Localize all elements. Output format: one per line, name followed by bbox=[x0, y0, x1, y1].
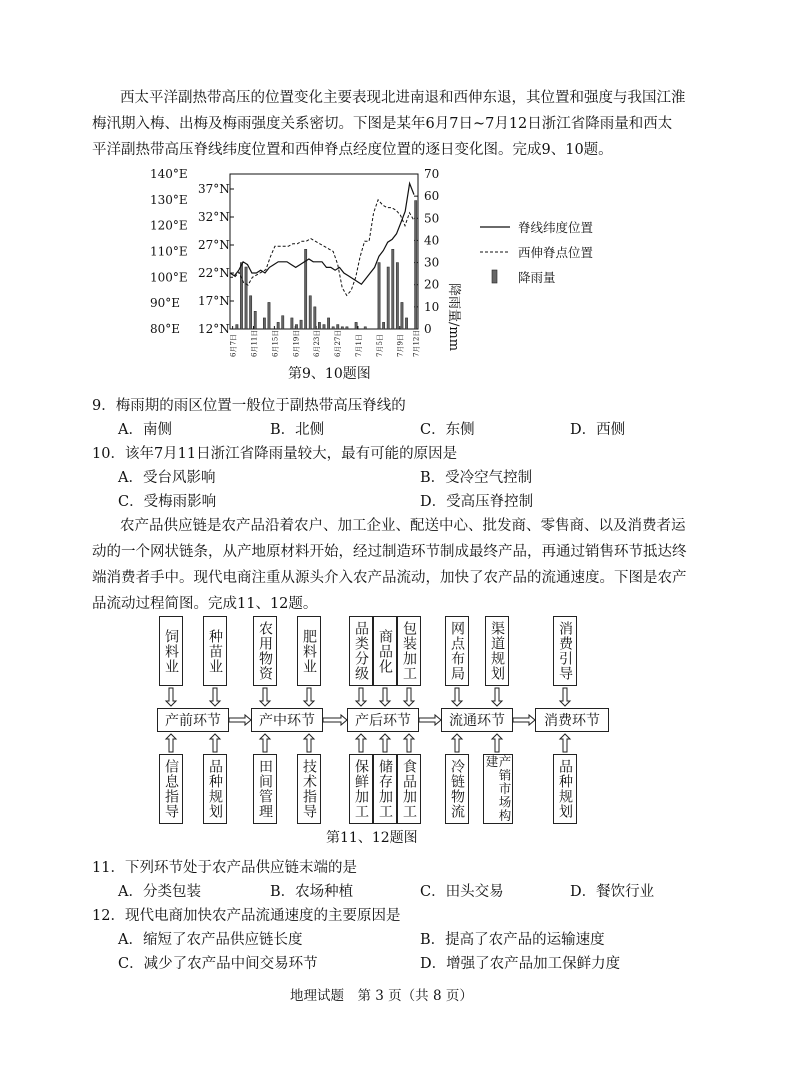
bottom-box-variety-plan-1: 品种规划 bbox=[203, 754, 227, 824]
rain-bar bbox=[346, 327, 348, 329]
down-arrow bbox=[260, 688, 270, 706]
down-arrow bbox=[404, 688, 414, 706]
x-tick-label: 6月23日 bbox=[313, 329, 322, 357]
top-box-packaging: 包装加工 bbox=[397, 616, 421, 686]
rain-bar bbox=[291, 318, 293, 329]
rain-bar bbox=[355, 322, 357, 329]
lat-tick-label: 17°N bbox=[198, 294, 230, 308]
up-arrow bbox=[166, 734, 176, 752]
rain-bar bbox=[332, 327, 334, 329]
lat-tick-label: 37°N bbox=[198, 182, 230, 196]
bottom-box-info-guide: 信息指导 bbox=[159, 754, 183, 824]
rain-tick-label: 50 bbox=[424, 211, 440, 226]
x-tick-label: 6月19日 bbox=[292, 329, 301, 357]
rain-bar bbox=[327, 318, 329, 329]
top-box-seedling: 种苗业 bbox=[203, 616, 227, 686]
bottom-box-storage: 储存加工 bbox=[373, 754, 397, 824]
rain-bar bbox=[378, 263, 380, 329]
up-arrow bbox=[304, 734, 314, 752]
rain-bar bbox=[382, 322, 384, 329]
legend-label: 降雨量 bbox=[518, 270, 556, 285]
rain-bar bbox=[295, 325, 297, 329]
bottom-box-variety-plan-2: 品种规划 bbox=[553, 754, 577, 824]
rain-bar bbox=[249, 296, 251, 329]
q11-stem: 11．下列环节处于农产品供应链末端的是 bbox=[92, 860, 357, 876]
rain-bar bbox=[318, 322, 320, 329]
q12-option-b[interactable]: B．提高了农产品的运输速度 bbox=[420, 932, 605, 948]
stage-consumption: 消费环节 bbox=[535, 708, 609, 732]
q9-option-d[interactable]: D．西侧 bbox=[570, 422, 626, 438]
lon-tick-label: 120°E bbox=[150, 218, 188, 233]
rain-tick-label: 10 bbox=[424, 299, 440, 314]
rain-tick-label: 20 bbox=[424, 277, 440, 292]
ridge-lat-line bbox=[230, 183, 414, 284]
lon-tick-label: 80°E bbox=[150, 322, 181, 336]
intro2-line-1: 农产品供应链是农产品沿着农户、加工企业、配送中心、批发商、零售商、以及消费者运 bbox=[120, 518, 686, 534]
up-arrow bbox=[260, 734, 270, 752]
rain-bar bbox=[341, 327, 343, 329]
top-box-outlets: 网点布局 bbox=[445, 616, 469, 686]
q12-option-c[interactable]: C．减少了农产品中间交易环节 bbox=[118, 956, 318, 972]
lat-tick-label: 22°N bbox=[198, 266, 230, 280]
lat-tick-label: 32°N bbox=[198, 210, 230, 224]
q10-option-b[interactable]: B．受冷空气控制 bbox=[420, 470, 533, 486]
stage-circulation: 流通环节 bbox=[441, 708, 513, 732]
q12-stem: 12．现代电商加快农产品流通速度的主要原因是 bbox=[92, 908, 401, 924]
rain-bar bbox=[387, 267, 389, 329]
top-box-agri-supplies: 农用物资 bbox=[253, 616, 277, 686]
rain-bar bbox=[309, 296, 311, 329]
top-box-grading: 品类分级 bbox=[349, 616, 373, 686]
rain-tick-label: 70 bbox=[424, 167, 440, 181]
q11-option-b[interactable]: B．农场种植 bbox=[270, 884, 354, 900]
up-arrow bbox=[210, 734, 220, 752]
stage-pre-production: 产前环节 bbox=[157, 708, 229, 732]
down-arrow bbox=[452, 688, 462, 706]
up-arrow bbox=[560, 734, 570, 752]
stage-post-production: 产后环节 bbox=[347, 708, 419, 732]
top-box-consumer-guide: 消费引导 bbox=[553, 616, 577, 686]
top-box-fertilizer: 肥料业 bbox=[297, 616, 321, 686]
q11-option-a[interactable]: A．分类包装 bbox=[118, 884, 201, 900]
x-tick-label: 6月15日 bbox=[271, 329, 280, 357]
intro1-line-3: 平洋副热带高压脊线纬度位置和西伸脊点经度位置的逐日变化图。完成9、10题。 bbox=[92, 142, 613, 158]
bottom-box-fresh-keeping: 保鲜加工 bbox=[349, 754, 373, 824]
q9-option-a[interactable]: A．南侧 bbox=[118, 422, 172, 438]
rain-bar bbox=[240, 263, 242, 329]
rain-bar bbox=[392, 249, 394, 329]
q10-stem: 10．该年7月11日浙江省降雨量较大，最有可能的原因是 bbox=[92, 446, 458, 462]
down-arrow bbox=[356, 688, 366, 706]
x-tick-label: 6月27日 bbox=[334, 329, 343, 357]
x-tick-label: 7月12日 bbox=[412, 329, 421, 357]
q11-option-d[interactable]: D．餐饮行业 bbox=[570, 884, 655, 900]
up-arrow bbox=[404, 734, 414, 752]
intro2-line-4: 品流动过程简图。完成11、12题。 bbox=[92, 596, 318, 612]
rain-bar bbox=[263, 318, 265, 329]
rain-bar bbox=[415, 201, 417, 329]
q12-option-a[interactable]: A．缩短了农产品供应链长度 bbox=[118, 932, 303, 948]
up-arrow bbox=[356, 734, 366, 752]
right-arrow bbox=[419, 715, 441, 725]
supply-chain-diagram bbox=[150, 610, 650, 830]
x-tick-label: 7月5日 bbox=[375, 334, 384, 357]
rain-tick-label: 30 bbox=[424, 255, 440, 270]
down-arrow bbox=[380, 688, 390, 706]
up-arrow bbox=[492, 734, 502, 752]
up-arrow bbox=[452, 734, 462, 752]
intro1-line-1: 西太平洋副热带高压的位置变化主要表现北进南退和西伸东退，其位置和强度与我国江淮 bbox=[120, 90, 686, 106]
top-box-channel: 渠道规划 bbox=[485, 616, 509, 686]
x-tick-label: 7月1日 bbox=[354, 334, 363, 357]
right-arrow bbox=[323, 715, 347, 725]
intro2-line-3: 端消费者手中。现代电商注重从源头介入农产品流动，加快了农产品的流通速度。下图是农产 bbox=[92, 570, 687, 586]
lat-tick-label: 12°N bbox=[198, 322, 230, 336]
right-arrow bbox=[513, 715, 535, 725]
intro2-line-2: 动的一个网状链条，从产地原材料开始，经过制造环节制成最终产品，再通过销售环节抵达终 bbox=[92, 544, 687, 560]
q9-stem: 9．梅雨期的雨区位置一般位于副热带高压脊线的 bbox=[92, 398, 406, 414]
rain-bar bbox=[314, 307, 316, 329]
rain-bar bbox=[277, 322, 279, 329]
lon-tick-label: 90°E bbox=[150, 296, 181, 311]
rain-bar bbox=[236, 325, 238, 329]
rain-bar bbox=[300, 320, 302, 329]
down-arrow bbox=[560, 688, 570, 706]
legend-bar-swatch bbox=[492, 270, 497, 283]
top-box-feed: 饲料业 bbox=[159, 616, 183, 686]
down-arrow bbox=[492, 688, 502, 706]
legend-label: 脊线纬度位置 bbox=[518, 220, 594, 235]
chart-caption: 第9、10题图 bbox=[288, 366, 371, 382]
up-arrow bbox=[380, 734, 390, 752]
rain-bar bbox=[401, 302, 403, 329]
legend-label: 西伸脊点位置 bbox=[518, 245, 594, 260]
rain-bar bbox=[245, 267, 247, 329]
q12-option-d[interactable]: D．增强了农产品加工保鲜力度 bbox=[420, 956, 621, 972]
intro1-line-2: 梅汛期入梅、出梅及梅雨强度关系密切。下图是某年6月7日~7月12日浙江省降雨量和西太 bbox=[92, 116, 673, 132]
rain-axis-label: 降雨量/mm bbox=[446, 283, 461, 352]
rain-bar bbox=[323, 325, 325, 329]
flow-caption: 第11、12题图 bbox=[326, 830, 418, 846]
down-arrow bbox=[304, 688, 314, 706]
page-footer: 地理试题 第 3 页（共 8 页） bbox=[290, 988, 473, 1004]
q10-option-c[interactable]: C．受梅雨影响 bbox=[118, 494, 217, 510]
bottom-box-food-processing: 食品加工 bbox=[397, 754, 421, 824]
lat-tick-label: 27°N bbox=[198, 238, 230, 252]
rain-bar bbox=[337, 325, 339, 329]
rain-bar bbox=[396, 263, 398, 329]
rain-tick-label: 40 bbox=[424, 233, 440, 248]
bottom-box-tech-guide: 技术指导 bbox=[297, 754, 321, 824]
q9-option-c[interactable]: C．东侧 bbox=[420, 422, 475, 438]
top-box-commercialization: 商品化 bbox=[373, 616, 397, 686]
rain-tick-label: 0 bbox=[424, 322, 432, 336]
rain-bar bbox=[268, 302, 270, 329]
x-tick-label: 7月9日 bbox=[396, 334, 405, 357]
plot-frame bbox=[230, 174, 418, 329]
right-arrow bbox=[229, 715, 251, 725]
x-tick-label: 6月7日 bbox=[229, 334, 238, 357]
lon-tick-label: 100°E bbox=[150, 270, 188, 285]
rain-bar bbox=[282, 316, 284, 329]
lon-tick-label: 140°E bbox=[150, 167, 188, 181]
bottom-box-field-mgmt: 田间管理 bbox=[253, 754, 277, 824]
stage-production: 产中环节 bbox=[251, 708, 323, 732]
rain-bar bbox=[254, 311, 256, 329]
rain-bar bbox=[364, 327, 366, 329]
bottom-box-cold-chain: 冷链物流 bbox=[445, 754, 469, 824]
q9-option-b[interactable]: B．北侧 bbox=[270, 422, 325, 438]
bottom-box-market-build: 产销市场构建 bbox=[484, 755, 512, 823]
lon-tick-label: 130°E bbox=[150, 192, 188, 207]
down-arrow bbox=[210, 688, 220, 706]
lon-tick-label: 110°E bbox=[150, 244, 188, 259]
rain-ridge-chart bbox=[150, 165, 620, 365]
q11-option-c[interactable]: C．田头交易 bbox=[420, 884, 504, 900]
rain-tick-label: 60 bbox=[424, 189, 440, 204]
x-tick-label: 6月11日 bbox=[250, 329, 259, 357]
west-ridge-line bbox=[230, 200, 414, 296]
rain-bar bbox=[405, 318, 407, 329]
q10-option-d[interactable]: D．受高压脊控制 bbox=[420, 494, 534, 510]
down-arrow bbox=[166, 688, 176, 706]
q10-option-a[interactable]: A．受台风影响 bbox=[118, 470, 216, 486]
